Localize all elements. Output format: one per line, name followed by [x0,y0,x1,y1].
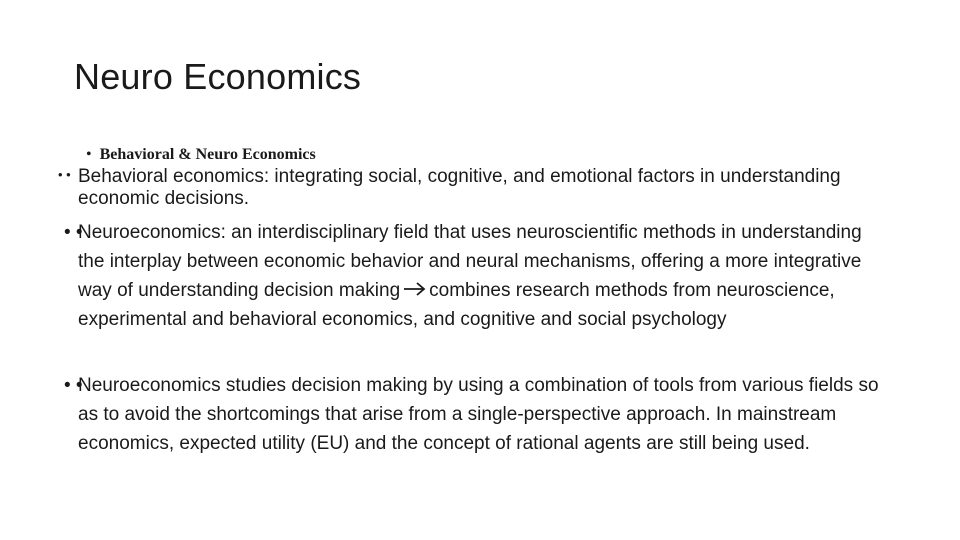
slide-title: Neuro Economics [74,56,362,97]
paragraph-text-continued: combines research methods from neuroscience, experimental and behavioral economics, and cognitive and social psychology [78,280,835,330]
paragraph-neuroeconomics-methods [64,371,888,458]
subheading-text: Behavioral & Neuro Economics [99,146,316,163]
paragraph-text: Neuroeconomics: an interdisciplinary field that uses neuroscientific methods in understanding the interplay between economic behavior and neural mechanisms, offering a more integrative way of understanding decision making [78,222,862,301]
paragraph-behavioral-economics [58,166,888,210]
bullet: • • [64,375,83,396]
bullet: • • [58,167,71,182]
paragraph-text: Behavioral economics: integrating social, cognitive, and emotional factors in understanding economic decisions. [78,166,841,209]
bullet: • [86,146,92,163]
bullet: • • [64,222,83,243]
right-arrow-icon [402,281,428,297]
paragraph-neuroeconomics-definition [64,218,888,334]
paragraph-text: Neuroeconomics studies decision making by using a combination of tools from various fields so as to avoid the shortcomings that arise from a single-perspective approach. In mainstream economics, expected utility (EU) and the concept of rational agents are still being used. [78,375,879,454]
subheading [86,146,316,164]
